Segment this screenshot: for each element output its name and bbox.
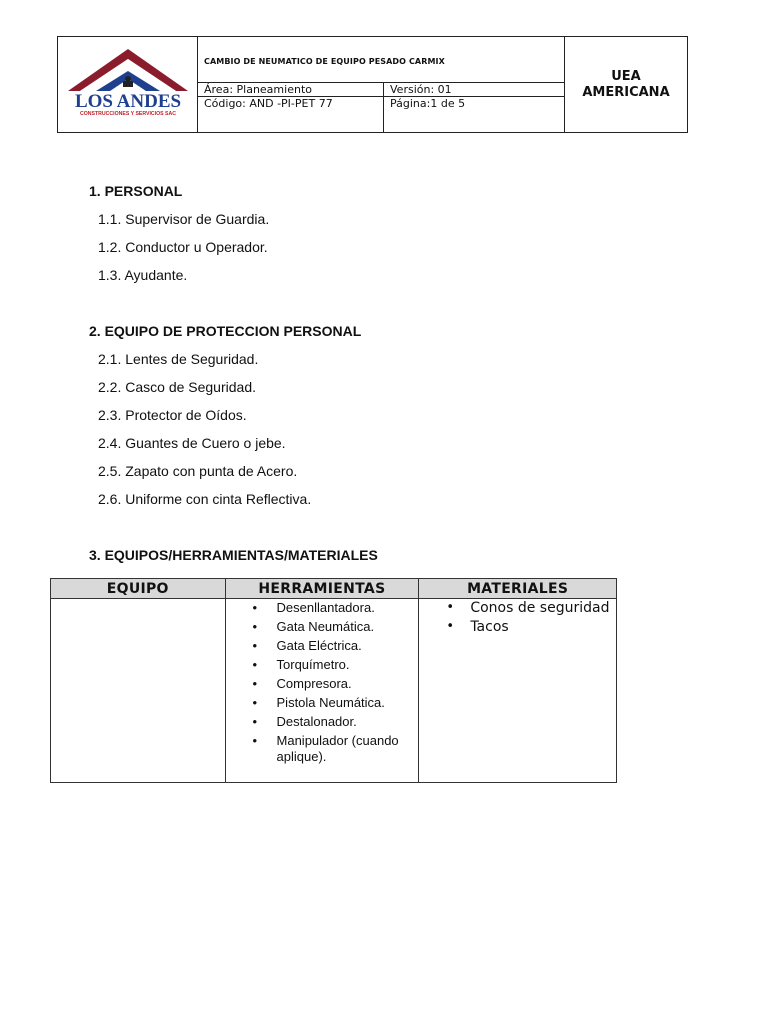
document-title: CAMBIO DE NEUMATICO DE EQUIPO PESADO CARMIX [204,57,445,66]
page-field: Página:1 de 5 [390,97,466,110]
herramientas-cell [225,599,419,783]
list-item: • Conos de seguridad [446,600,610,616]
section-title-epp: 2. EQUIPO DE PROTECCION PERSONAL [89,323,362,339]
materiales-cell [419,599,617,783]
area-field: Área: Planeamiento [204,83,312,96]
bullet: • [252,714,258,729]
list-item: 1.1. Supervisor de Guardia. [98,211,270,227]
list-item: 2.1. Lentes de Seguridad. [98,351,259,367]
title-cell [198,37,565,132]
materiales-list [419,599,616,636]
bullet: • [446,619,454,634]
bullet: • [252,676,258,691]
bullet: • [252,619,258,634]
list-item: • Gata Eléctrica. [252,638,362,653]
column-header-equipo: EQUIPO [51,579,226,599]
equipo-cell [51,599,226,783]
bullet: • [252,638,258,653]
divider [383,82,384,132]
herramientas-list [226,600,419,765]
logo-cell [58,37,198,132]
section-title-personal: 1. PERSONAL [89,183,183,199]
org-cell [565,37,687,132]
table-header-row [51,579,617,599]
logo-subtitle: CONSTRUCCIONES Y SERVICIOS SAC [80,111,176,117]
column-header-materiales: MATERIALES [419,579,617,599]
list-item: • Pistola Neumática. [252,695,385,710]
list-item: • Gata Neumática. [252,619,375,634]
list-item: 2.5. Zapato con punta de Acero. [98,463,298,479]
equipment-table [50,578,617,783]
org-line-1: UEA [611,68,641,84]
document-header [57,36,688,133]
list-item: • Tacos [446,619,509,635]
section-title-equipment: 3. EQUIPOS/HERRAMIENTAS/MATERIALES [89,547,378,563]
company-logo [66,43,190,125]
code-field: Código: AND -PI-PET 77 [204,97,333,110]
list-item: • Manipulador (cuando aplique). [252,733,399,764]
column-header-herramientas: HERRAMIENTAS [225,579,419,599]
bullet: • [252,657,258,672]
list-item: • Destalonador. [252,714,357,729]
list-item: • Compresora. [252,676,352,691]
bullet: • [446,600,454,615]
list-item: 2.2. Casco de Seguridad. [98,379,256,395]
list-item: • Desenllantadora. [252,600,375,615]
version-field: Versión: 01 [390,83,452,96]
list-item: 1.2. Conductor u Operador. [98,239,268,255]
bullet: • [252,695,258,710]
table-row [51,599,617,783]
logo-title: LOS ANDES [74,91,182,112]
list-item: 1.3. Ayudante. [98,267,188,283]
list-item: 2.4. Guantes de Cuero o jebe. [98,435,286,451]
list-item: 2.6. Uniforme con cinta Reflectiva. [98,491,312,507]
bullet: • [252,600,258,615]
list-item: • Torquímetro. [252,657,350,672]
bullet: • [252,733,258,748]
list-item: 2.3. Protector de Oídos. [98,407,247,423]
org-line-2: AMERICANA [582,84,670,100]
